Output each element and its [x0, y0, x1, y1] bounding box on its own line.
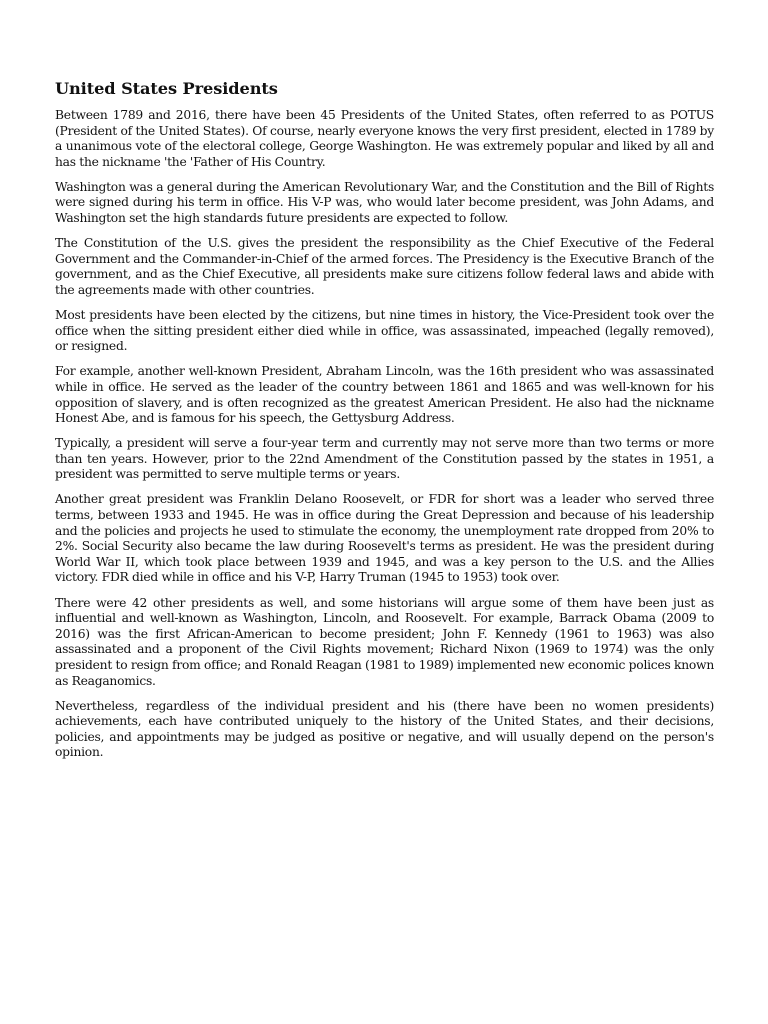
document-title: United States Presidents [55, 79, 278, 98]
paragraph-conclusion: Nevertheless, regardless of the individual president and his (there have been no women presidents) achievements, each have contributed uniquely to the history of the United States, and their decisions, policies, and appointments may be judged as positive or negative, and will usually depend on the person's opinion. [55, 698, 714, 760]
paragraph-other-presidents: There were 42 other presidents as well, and some historians will argue some of them have been just as influential and well-known as Washington, Lincoln, and Roosevelt. For example, Barrack Obama (2009 to 2016) was the first African-American to become president; John F. Kennedy (1961 to 1963) was also assassinated and a proponent of the Civil Rights movement; Richard Nixon (1969 to 1974) was the only president to resign from office; and Ronald Reagan (1981 to 1989) implemented new economic polices known as Reaganomics. [55, 595, 714, 688]
paragraph-roosevelt: Another great president was Franklin Delano Roosevelt, or FDR for short was a leader who served three terms, between 1933 and 1945. He was in office during the Great Depression and because of his leadership and the policies and projects he used to stimulate the economy, the unemployment rate dropped from 20% to 2%. Social Security also became the law during Roosevelt's terms as president. He was the president during World War II, which took place between 1939 and 1945, and was a key person to the U.S. and the Allies victory. FDR died while in office and his V-P, Harry Truman (1945 to 1953) took over. [55, 492, 714, 585]
paragraph-succession: Most presidents have been elected by the citizens, but nine times in history, the Vice-President took over the office when the sitting president either died while in office, was assassinated, impeached (legally removed), or resigned. [55, 308, 714, 354]
paragraph-term-limits: Typically, a president will serve a four-year term and currently may not serve more than two terms or more than ten years. However, prior to the 22nd Amendment of the Constitution passed by the states in 1951, a president was permitted to serve multiple terms or years. [55, 436, 714, 482]
paragraph-constitution: The Constitution of the U.S. gives the president the responsibility as the Chief Executive of the Federal Government and the Commander-in-Chief of the armed forces. The Presidency is the Executive Branch of the government, and as the Chief Executive, all presidents make sure citizens follow federal laws and abide with the agreements made with other countries. [55, 236, 714, 297]
document-page [55, 78, 714, 770]
paragraph-washington: Washington was a general during the American Revolutionary War, and the Constitution and the Bill of Rights were signed during his term in office. His V-P was, who would later become president, was John Adams, and Washington set the high standards future presidents are expected to follow. [55, 179, 714, 226]
paragraph-lincoln: For example, another well-known President, Abraham Lincoln, was the 16th president who was assassinated while in office. He served as the leader of the country between 1861 and 1865 and was well-known for his opposition of slavery, and is often recognized as the greatest American President. He also had the nickname Honest Abe, and is famous for his speech, the Gettysburg Address. [55, 364, 714, 426]
paragraph-intro: Between 1789 and 2016, there have been 45 Presidents of the United States, often referred to as POTUS (President of the United States). Of course, nearly everyone knows the very first president, elected in 1789 by a unanimous vote of the electoral college, George Washington. He was extremely popular and liked by all and has the nickname 'the 'Father of His Country. [55, 108, 714, 169]
